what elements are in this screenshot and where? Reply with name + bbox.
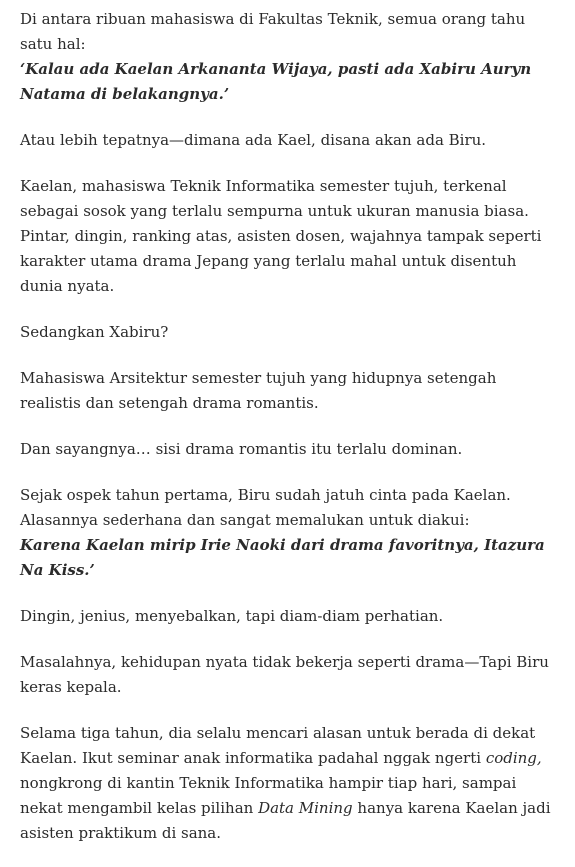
paragraph-10-part-3: hanya karena Kaelan jadi asisten praktikum di sana. bbox=[20, 799, 551, 842]
story-body bbox=[20, 7, 558, 867]
paragraph-9: Masalahnya, kehidupan nyata tidak bekerja seperti drama—Tapi Biru keras kepala. bbox=[20, 653, 549, 696]
paragraph-7-text: Sejak ospek tahun pertama, Biru sudah jatuh cinta pada Kaelan. Alasannya sederhana dan sangat memalukan untuk diakui: bbox=[20, 486, 511, 529]
paragraph-10-italic-data-mining: Data Mining bbox=[258, 799, 353, 817]
paragraph-5: Mahasiswa Arsitektur semester tujuh yang hidupnya setengah realistis dan setengah drama romantis. bbox=[20, 369, 497, 412]
paragraph-1 bbox=[20, 7, 558, 107]
paragraph-7 bbox=[20, 483, 558, 583]
paragraph-4: Sedangkan Xabiru? bbox=[20, 323, 169, 341]
paragraph-10-part-2: nongkrong di kantin Teknik Informatika hampir tiap hari, sampai nekat mengambil kelas pilihan bbox=[20, 774, 517, 817]
paragraph-10-italic-coding: coding, bbox=[485, 749, 542, 767]
paragraph-8: Dingin, jenius, menyebalkan, tapi diam-diam perhatian. bbox=[20, 607, 444, 625]
paragraph-1-text: Di antara ribuan mahasiswa di Fakultas Teknik, semua orang tahu satu hal: bbox=[20, 10, 526, 53]
paragraph-2: Atau lebih tepatnya—dimana ada Kael, disana akan ada Biru. bbox=[20, 131, 487, 149]
paragraph-6: Dan sayangnya… sisi drama romantis itu terlalu dominan. bbox=[20, 440, 463, 458]
paragraph-10 bbox=[20, 721, 558, 846]
paragraph-3: Kaelan, mahasiswa Teknik Informatika semester tujuh, terkenal sebagai sosok yang terlalu sempurna untuk ukuran manusia biasa. Pintar, dingin, ranking atas, asisten dosen, wajahnya tampak seperti karakter utama drama Jepang yang terlalu mahal untuk disentuh dunia nyata. bbox=[20, 177, 542, 295]
paragraph-7-quote: Karena Kaelan mirip Irie Naoki dari drama favoritnya, Itazura Na Kiss.’ bbox=[20, 536, 545, 579]
paragraph-1-quote: ‘Kalau ada Kaelan Arkananta Wijaya, pasti ada Xabiru Auryn Natama di belakangnya.’ bbox=[20, 60, 532, 103]
paragraph-10-part-1: Selama tiga tahun, dia selalu mencari alasan untuk berada di dekat Kaelan. Ikut seminar anak informatika padahal nggak ngerti bbox=[20, 724, 536, 767]
